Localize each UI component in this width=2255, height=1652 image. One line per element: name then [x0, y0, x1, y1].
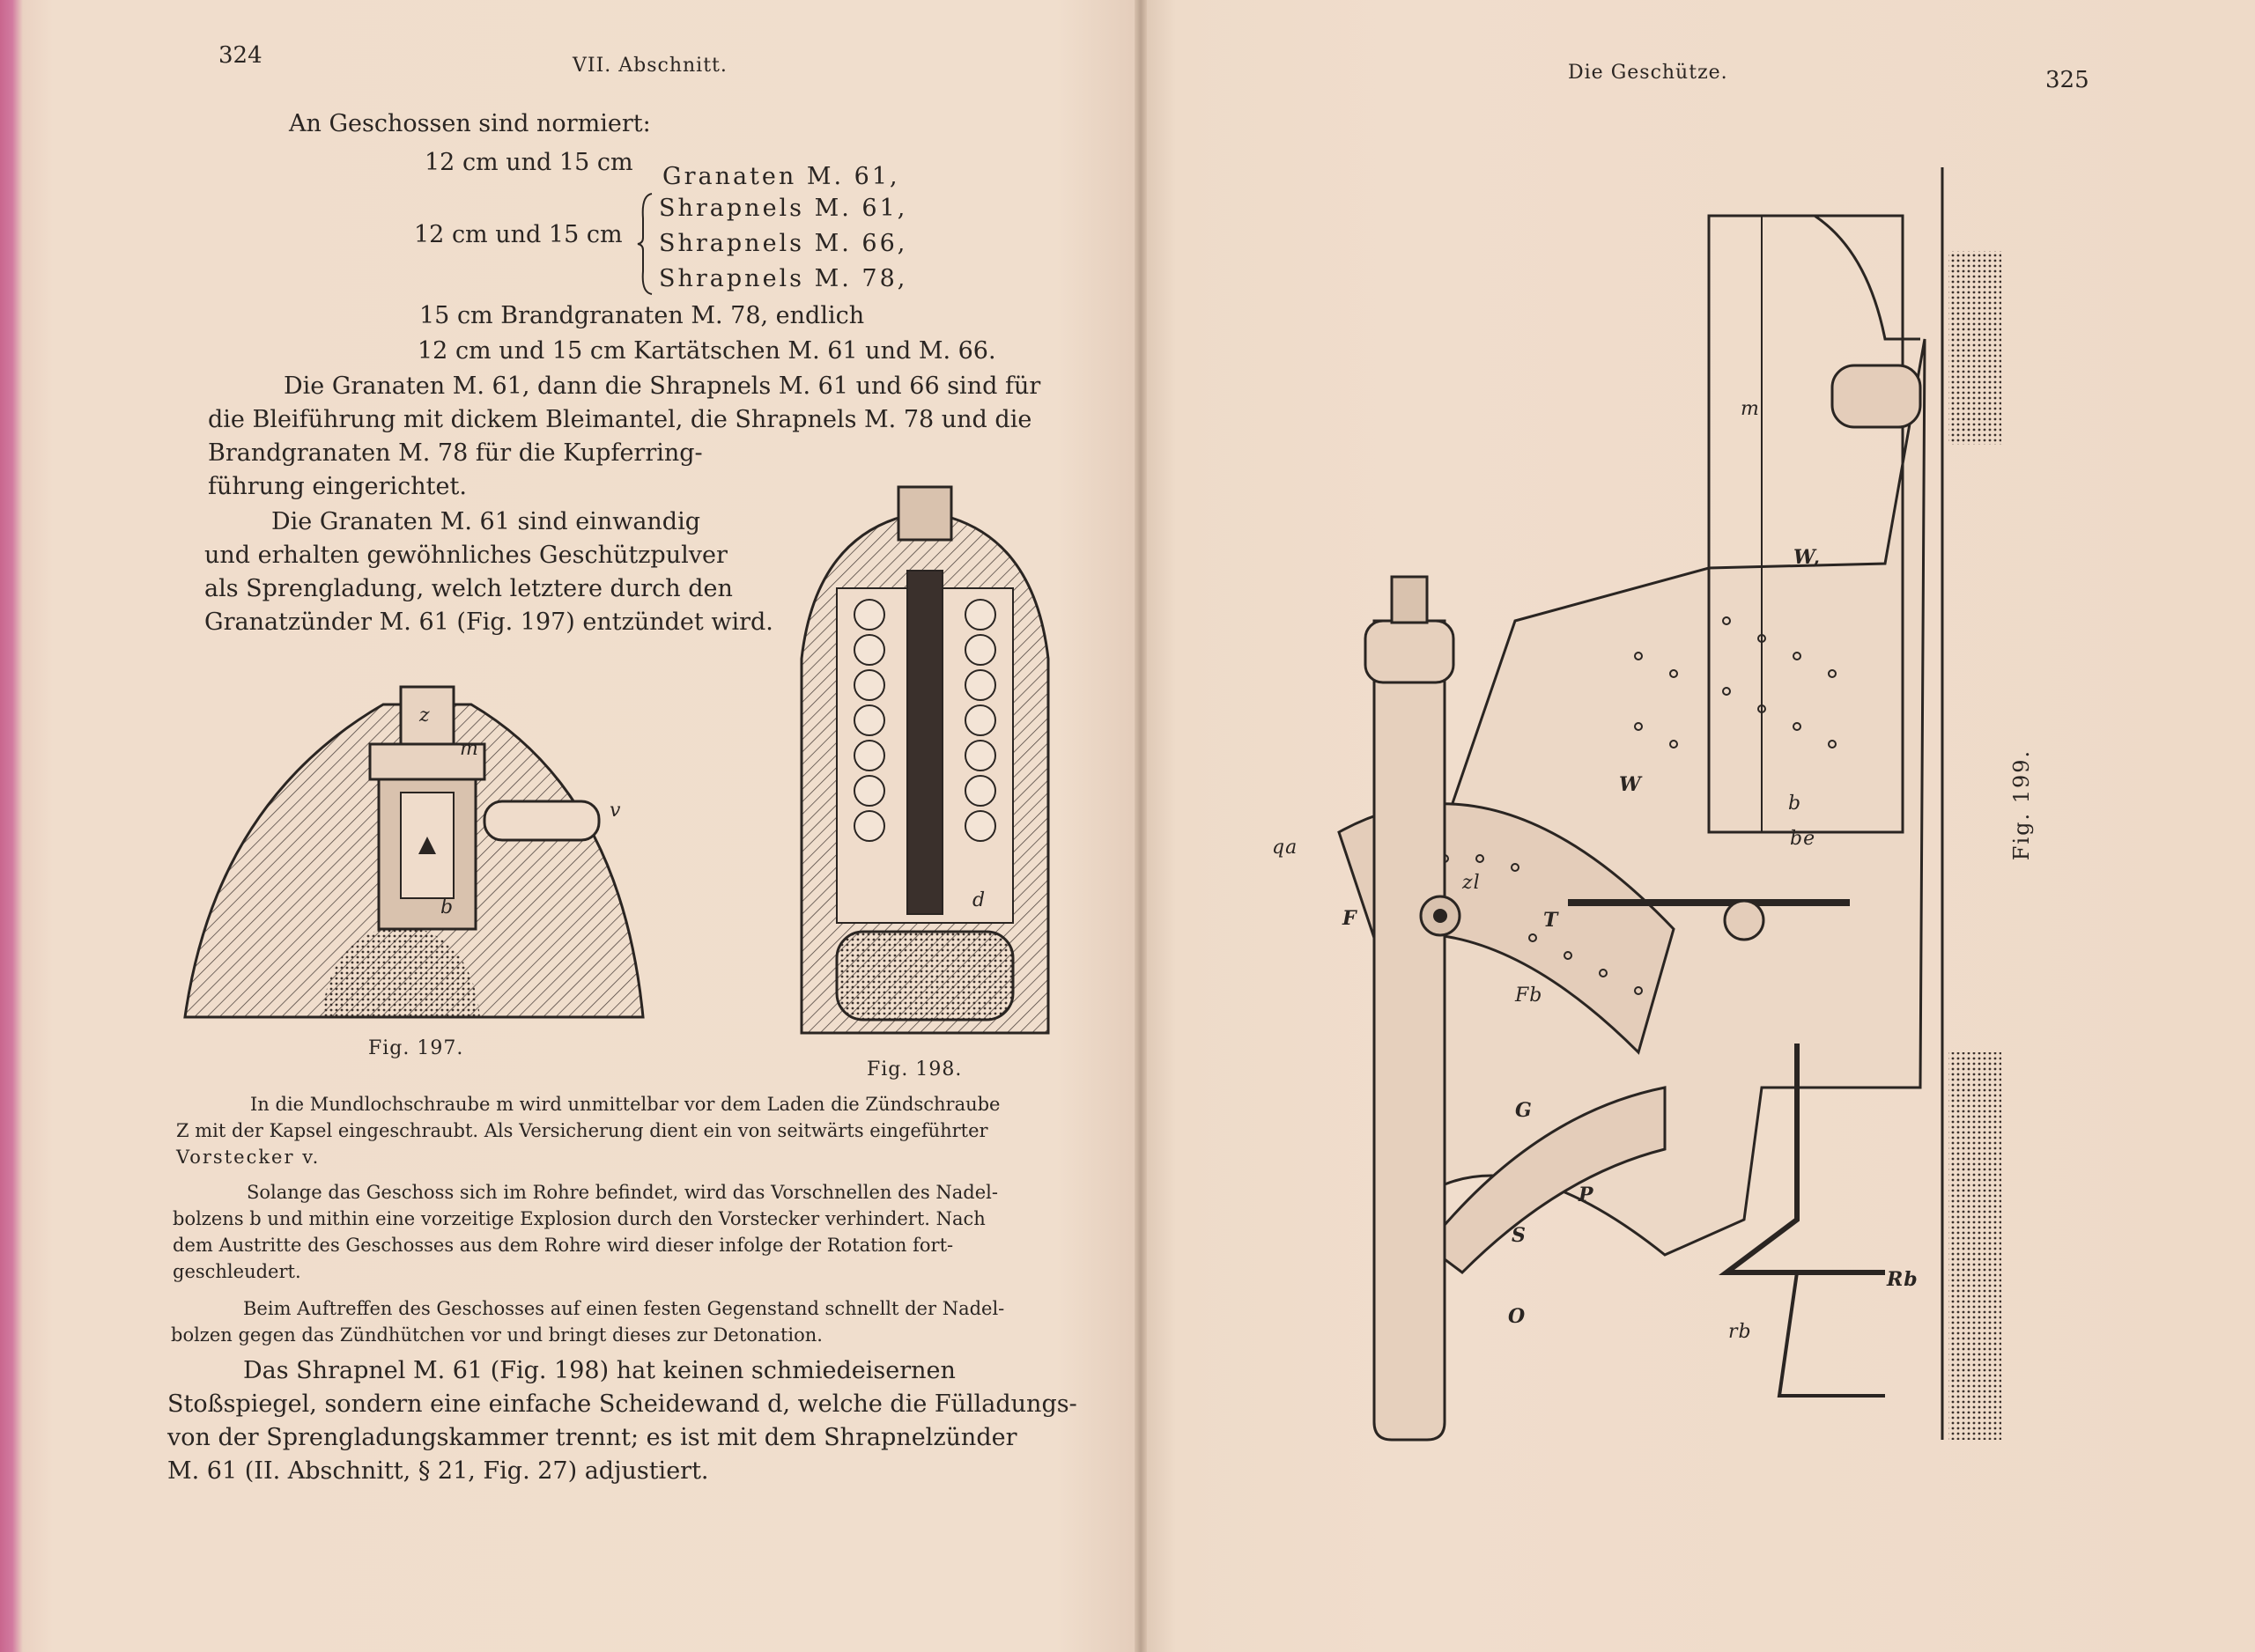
para3-line1: Das Shrapnel M. 61 (Fig. 198) hat keinen schmiedeisernen: [243, 1357, 956, 1384]
para2-line2: und erhalten gewöhnliches Geschützpulver: [204, 542, 728, 569]
para1-line1: Die Granaten M. 61, dann die Shrapnels M. 61 und 66 sind für: [284, 372, 1041, 400]
running-header-right: Die Geschütze.: [1568, 62, 1728, 84]
fig199-label-Fb: Fb: [1515, 985, 1543, 1007]
fig197-label-b: b: [440, 896, 455, 918]
list-brace: [636, 192, 655, 296]
para2-line1: Die Granaten M. 61 sind einwandig: [271, 508, 701, 535]
figure-198-shrapnel: [797, 483, 1053, 1037]
fig197-label-v: v: [610, 800, 622, 822]
para3-line4: M. 61 (II. Abschnitt, § 21, Fig. 27) adjustiert.: [167, 1457, 709, 1485]
small1-line3: Vorstecker v.: [176, 1147, 321, 1168]
intro-line: An Geschossen sind normiert:: [289, 110, 651, 137]
fig199-label-Rb: Rb: [1887, 1268, 1919, 1291]
small1-line2: Z mit der Kapsel eingeschraubt. Als Versicherung dient ein von seitwärts eingeführter: [176, 1120, 988, 1141]
fig197-caption: Fig. 197.: [368, 1037, 464, 1059]
book-gutter: [1135, 0, 1147, 1652]
fig199-label-O: O: [1508, 1305, 1527, 1328]
small1-line1: In die Mundlochschraube m wird unmittelbar vor dem Laden die Zündschraube: [250, 1094, 1001, 1115]
para1-line4: führung eingerichtet.: [208, 473, 467, 500]
small2-line2: bolzens b und mithin eine vorzeitige Explosion durch den Vorstecker verhindert. Nach: [173, 1208, 986, 1229]
small3-line2: bolzen gegen das Zündhütchen vor und bringt dieses zur Detonation.: [171, 1324, 823, 1346]
para1-line3: Brandgranaten M. 78 für die Kupferring-: [208, 439, 703, 467]
list-row2-item-3: Shrapnels M. 78,: [659, 265, 908, 292]
fig197-label-z: z: [419, 704, 431, 726]
fig199-label-b: b: [1788, 793, 1802, 815]
fig199-label-be: be: [1790, 828, 1816, 850]
fig199-label-m: m: [1741, 398, 1760, 420]
fig198-label-d: d: [972, 889, 987, 911]
fig199-label-qa: qa: [1272, 837, 1298, 859]
para1-line2: die Bleiführung mit dickem Bleimantel, die Shrapnels M. 78 und die: [208, 406, 1032, 433]
fig199-label-rb: rb: [1728, 1321, 1752, 1343]
small2-line1: Solange das Geschoss sich im Rohre befindet, wird das Vorschnellen des Nadel-: [247, 1182, 998, 1203]
list-row1-item: Granaten M. 61,: [662, 163, 900, 190]
fig199-label-F: F: [1342, 907, 1357, 930]
fig199-label-G: G: [1515, 1099, 1533, 1122]
running-header-left: VII. Abschnitt.: [573, 55, 728, 77]
small2-line3: dem Austritte des Geschosses aus dem Rohre wird dieser infolge der Rotation fort-: [173, 1235, 954, 1256]
fig199-label-S: S: [1512, 1224, 1527, 1247]
para3-line2: Stoßspiegel, sondern eine einfache Scheidewand d, welche die Fülladungs-: [167, 1390, 1077, 1418]
small3-line1: Beim Auftreffen des Geschosses auf einen festen Gegenstand schnellt der Nadel-: [243, 1298, 1005, 1319]
para2-line4: Granatzünder M. 61 (Fig. 197) entzündet wird.: [204, 608, 773, 636]
figure-197-fuze: [181, 669, 656, 1021]
para2-line3: als Sprengladung, welch letztere durch den: [204, 575, 733, 602]
fig199-label-P: P: [1578, 1184, 1594, 1206]
list-row4: 12 cm und 15 cm Kartätschen M. 61 und M. 66.: [418, 337, 996, 365]
list-row3: 15 cm Brandgranaten M. 78, endlich: [419, 302, 865, 329]
fig199-label-W: W: [1619, 773, 1642, 796]
list-row2-item-2: Shrapnels M. 66,: [659, 230, 908, 257]
list-row2-caliber: 12 cm und 15 cm: [414, 221, 623, 248]
page-number-left: 324: [218, 42, 262, 69]
small2-line4: geschleudert.: [173, 1261, 301, 1282]
fig199-label-W2: W,: [1793, 546, 1821, 569]
fig198-caption: Fig. 198.: [867, 1058, 963, 1080]
fig199-label-zl: zl: [1462, 872, 1481, 894]
para3-line3: von der Sprengladungskammer trennt; es ist mit dem Shrapnelzünder: [167, 1424, 1017, 1451]
fig199-caption: Fig. 199.: [2009, 749, 2035, 861]
list-row1-caliber: 12 cm und 15 cm: [425, 149, 633, 176]
fig197-label-m: m: [460, 738, 479, 760]
list-row2-item-1: Shrapnels M. 61,: [659, 195, 908, 222]
fig199-label-T: T: [1543, 909, 1559, 932]
figure-199-gun-carriage: [1268, 163, 2008, 1449]
page-number-right: 325: [2045, 67, 2089, 93]
